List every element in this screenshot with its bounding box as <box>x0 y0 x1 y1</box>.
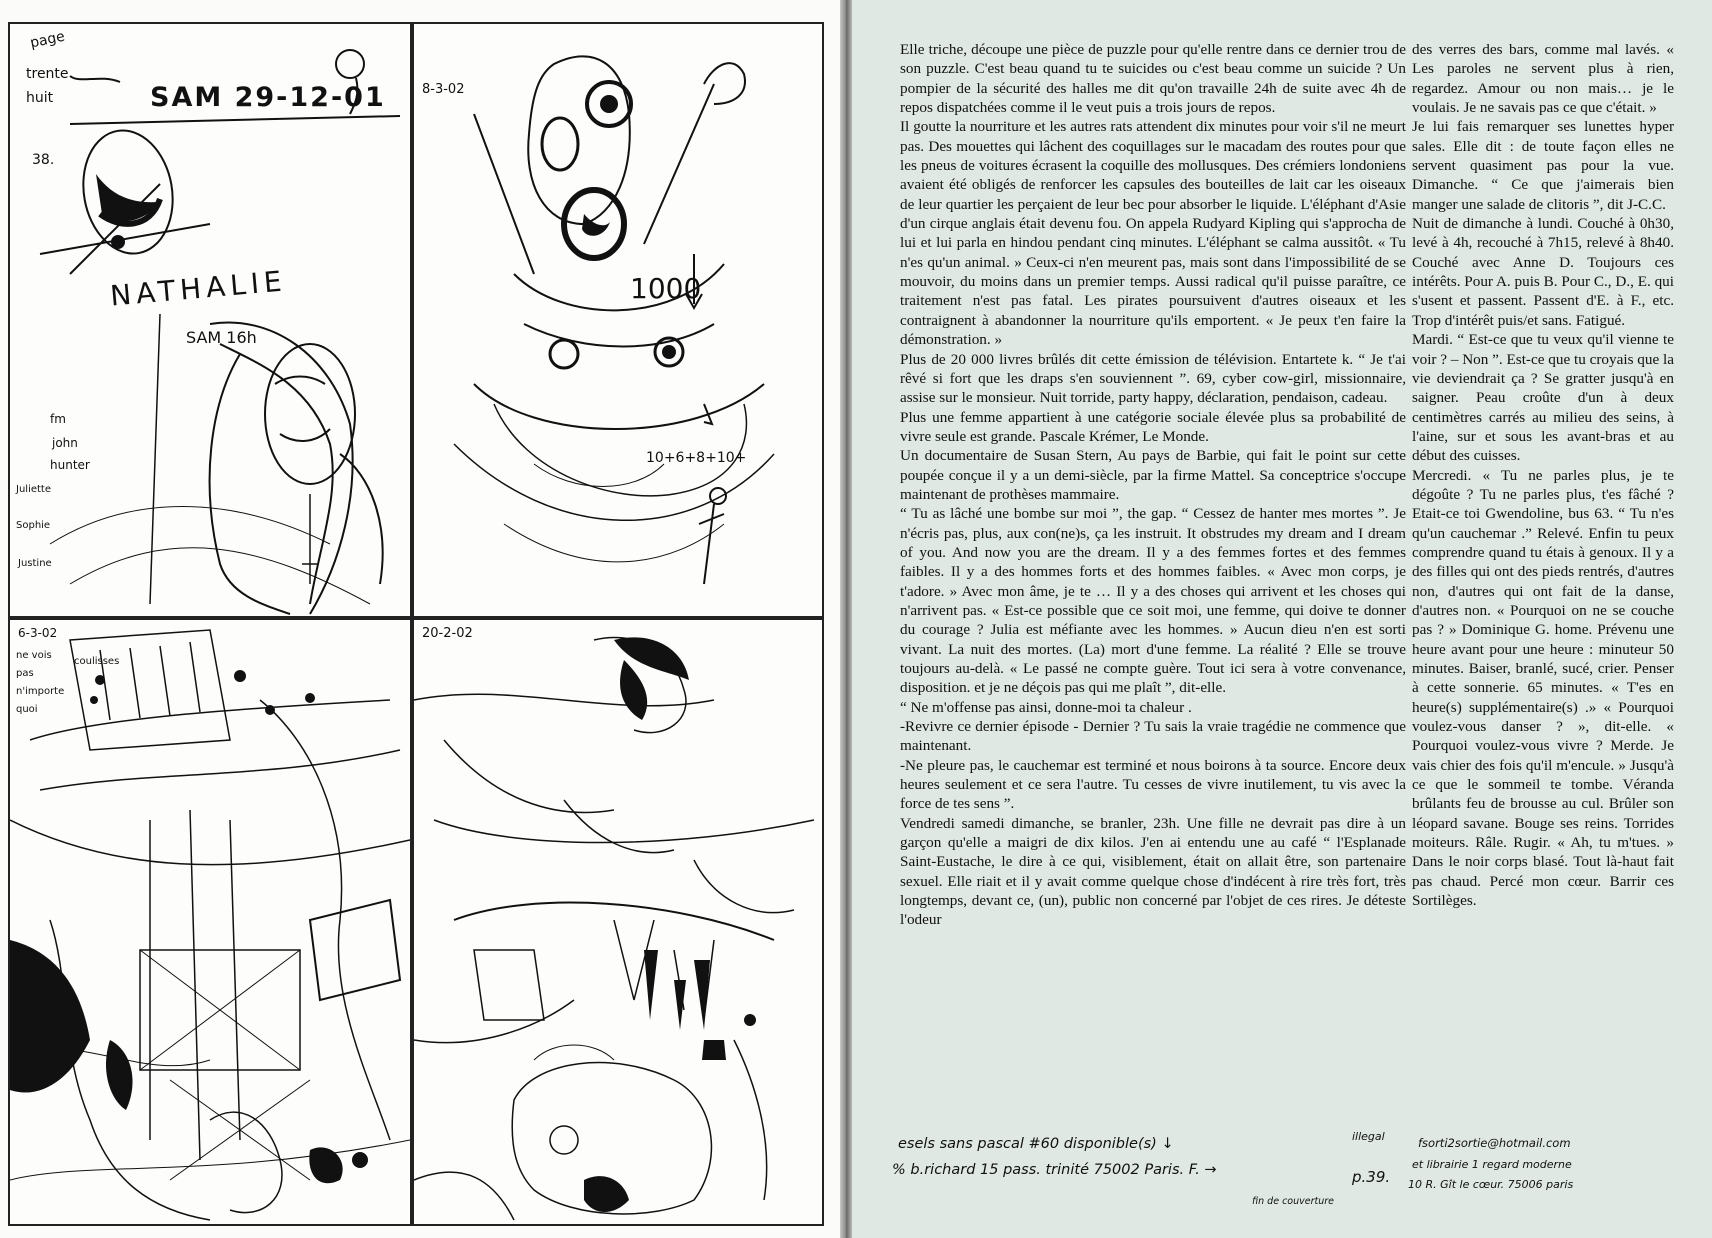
footer-line-1: esels sans pascal #60 disponible(s) ↓ <box>898 1136 1174 1152</box>
panel-date: 8-3-02 <box>422 82 465 97</box>
sam-16h-label: SAM 16h <box>186 328 257 347</box>
page-number-note: 38. <box>32 152 55 168</box>
creature-drawing <box>414 24 822 616</box>
paragraph: Mardi. “ Est-ce que tu veux qu'il vienne te voir ? – Non ”. Est-ce que tu croyais que la vie deviendrait ça ? Se gratter jusqu'à en saigner. Peau croûte d'un à deux centimètres carrés au milieu des seins, à l'aine, sur et sous les avant-bras et au début des cuisses. <box>1412 331 1674 465</box>
side-name-1: Juliette <box>16 484 51 495</box>
paragraph: Plus une femme appartient à une catégorie sociale élevée plus sa probabilité de vivre seule est grande. Pascale Krémer, Le Monde. <box>900 408 1406 445</box>
paragraph: -Revivre ce dernier épisode - Dernier ? Tu sais la vraie tragédie ne commence que maintenant. <box>900 718 1406 755</box>
right-page-text <box>852 0 1712 1238</box>
panel-top-left <box>8 22 412 618</box>
annotation-huit: huit <box>26 90 54 106</box>
footer-fin-couverture: fin de couverture <box>1252 1196 1334 1207</box>
paragraph: Vendredi samedi dimanche, se branler, 23h. Une fille ne devrait pas dire à un garçon qu'elle a maigri de dix kilos. J'en ai entendu une au café “ l'Esplanade Saint-Eustache, le dire à ce qui, visiblement, était on allait être, son partenaire sexuel. Elle riait et il y avait comme quelque chose d'indécent à rire très fort, très longtemps, devant ce, (un), public non concerné par l'objet de ces rires. Je déteste l'odeur <box>900 814 1406 929</box>
paragraph: Un documentaire de Susan Stern, Au pays de Barbie, qui fait le point sur cette poupée conçue il y a un demi-siècle, par la firme Mattel. Sa conceptrice s'occupe maintenant de prothèses mammaire. <box>900 447 1406 503</box>
name-nathalie: NATHALIE <box>108 264 288 313</box>
footer-illegal: illegal <box>1352 1130 1385 1143</box>
paragraph: -Ne pleure pas, le cauchemar est terminé et nous boirons à ta source. Encore deux heures seulement et ce sera l'autre. Tu cesses de vivre inutilement, tu vis avec la force de tes sens ”. <box>900 756 1406 813</box>
panel-bottom-right <box>412 618 824 1226</box>
backstage-drawing <box>10 620 410 1224</box>
surreal-scene-drawing <box>414 620 822 1224</box>
side-note-1: ne vois <box>16 650 52 661</box>
side-name-2: Sophie <box>16 520 51 531</box>
footer-line-2: % b.richard 15 pass. trinité 75002 Paris. F. → <box>892 1162 1217 1178</box>
book-gutter <box>840 0 852 1238</box>
tally-numbers: 10+6+8+10+ <box>646 450 747 466</box>
side-note-2: pas <box>16 668 34 679</box>
paragraph: “ Tu as lâché une bombe sur moi ”, the gap. “ Cessez de hanter mes mortes ”. Je n'écris pas, plus, aux con(ne)s, ça les instruit. It obstrudes my dream and I dream of you. And now you are the dream. Il y a des femmes fortes et des femmes faibles. Il y a des hommes forts et des hommes faibles. « Avec mon corps, je t'adore. » Avec mon âme, je te … Il y a des choses qui arrivent et les choses qui n'arrivent pas. « Est-ce possible que ce soit moi, une femme, qui doive te donner du courage ? Julia est méfiante avec les hommes. » Aucun dieu n'en est sorti vivant. La nuit des mortes. (La) mort d'une femme. La réalité ? Elle se trouve toujours au-delà. « Le passé ne compte guère. Tout ici sera à votre convenance, disposition. et je ne déçois pas qui me plaît ”, dit-elle. <box>900 505 1406 697</box>
panel-bottom-left <box>8 618 412 1226</box>
paragraph: des verres des bars, comme mal lavés. « Les paroles ne servent plus à rien, regardez. Amour ou non mais… je le voulais. Je ne savais pas ce que c'était. » <box>1412 41 1674 117</box>
paragraph: Nuit de dimanche à lundi. Couché à 0h30, levé à 4h, recouché à 7h15, relevé à 8h40. Couché avec Anne D. Toujours ces intérêts. Pour A. puis B. Pour C., D., E. qui s'usent et passent. Passent d'E. à F., etc. Trop d'intérêt puis/et sans. Fatigué. <box>1412 215 1674 329</box>
footer-shop-line-1: et librairie 1 regard moderne <box>1412 1158 1572 1171</box>
paragraph: Je lui fais remarquer ses lunettes hyper sales. Elle dit : de toute façon elles ne servent quasiment pas pour la vue. Dimanche. “ Ce que j'aimerais bien manger une salade de clitoris ”, dit J-C.C. <box>1412 118 1674 213</box>
footer-shop-line-2: 10 R. Gît le cœur. 75006 paris <box>1408 1178 1574 1191</box>
label-coulisses: coulisses <box>74 656 120 667</box>
text-column-1 <box>900 40 1406 930</box>
paragraph: Elle triche, découpe une pièce de puzzle pour qu'elle rentre dans ce dernier trou de son puzzle. C'est beau quand tu te suicides ou c'est beau comme un suicide ? Un pompier de la sécurité des halles me dit qu'on travaille 24h de suite avec 4h de repos dispatchées comme il le veut puis a trois jours de repos. <box>900 41 1406 117</box>
side-note-3: n'importe <box>16 686 65 697</box>
panel-date: 6-3-02 <box>18 626 58 640</box>
panel-date: 20-2-02 <box>422 626 473 641</box>
paragraph: Mercredi. « Tu ne parles plus, je te dégoûte ? Tu ne parles plus, t'es fâché ? Etait-ce toi Gwendoline, bus 63. “ Tu n'es qu'un cauchemar .” Relevé. Enfin tu peux comprendre quand tu étais à genoux. Il y a des filles qui ont des pieds rentrés, d'autres non, d'autres qui ont fait de la danse, d'autres non. « Pourquoi on ne se couche pas ? » Dominique G. home. Prévenu une heure avant pour une heure : minuteur 50 minutes. Baiser, branlé, sucé, crier. Penser à cette sonnerie. 65 minutes. « T'es en heure(s) supplémentaire(s) .» « Pourquoi voulez-vous danser ? », dit-elle. « Pourquoi voulez-vous vivre ? Merde. Je vais chier des fois qu'il m'encule. » Jusqu'à ce que le sommeil te tombe. Véranda brûlants feu de brousse au cul. Brûler son léopard savane. Bouge ses reins. Torrides moiteurs. Râle. Rugir. « Ah, tu m'tues. » Dans le noir corps blasé. Tout là-haut fait pas chaud. Percé mon cœur. Barrir ces Sortilèges. <box>1412 466 1674 910</box>
side-name-3: Justine <box>18 558 52 569</box>
credit-hunter: hunter <box>50 458 90 472</box>
text-column-2 <box>1412 40 1674 910</box>
number-1000: 1000 <box>630 272 702 305</box>
footer-page-ref: p.39. <box>1352 1168 1391 1186</box>
annotation-page: page <box>28 28 67 52</box>
paragraph: Plus de 20 000 livres brûlés dit cette émission de télévision. Entartete k. “ Je t'ai rêvé si fort que les draps s'en souviennent ”. 69, cyber cow-girl, missionnaire, assise sur le monsieur. Nuit torride, party happy, déclaration, pendaison, cadeau. <box>900 350 1406 407</box>
paragraph: “ Ne m'offense pas ainsi, donne-moi ta chaleur . <box>900 698 1192 716</box>
side-note-4: quoi <box>16 704 38 715</box>
footer-email: fsorti2sortie@hotmail.com <box>1418 1136 1571 1150</box>
annotation-trente: trente <box>26 66 69 82</box>
credit-john: john <box>52 436 78 450</box>
credit-fm: fm <box>50 412 66 426</box>
paragraph: Il goutte la nourriture et les autres rats attendent dix minutes pour voir s'il ne meurt pas. Des mouettes qui lâchent des coquillages sur le macadam des routes pour que les pneus de voitures écrasent la coquille des mollusques. Des crémiers londoniens avaient été obligés de renforcer les capsules des bouteilles de lait car les oiseaux de leur quartier les perçaient de leur bec pour absorber le liquide. L'éléphant d'Asie d'un cirque anglais était devenu fou. On appela Rudyard Kipling qui s'approcha de lui et lui parla en hindou pendant cinq minutes. L'éléphant se calma aussitôt. « Tu n'es qu'un animal. » Ceux-ci n'en meurent pas, mais sont dans l'impossibilité de se mouvoir, du moins dans un premier temps. Aussi radical qu'il puisse paraître, ce traitement n'est pas fatal. Les pirates poursuivent d'autres oiseaux et les contraignent à abandonner la nourriture qu'ils emportent. « Je peux t'en faire la démonstration. » <box>900 118 1406 349</box>
panel-date: SAM 29-12-01 <box>150 82 386 113</box>
left-page-illustrations <box>0 0 840 1238</box>
panel-top-right <box>412 22 824 618</box>
